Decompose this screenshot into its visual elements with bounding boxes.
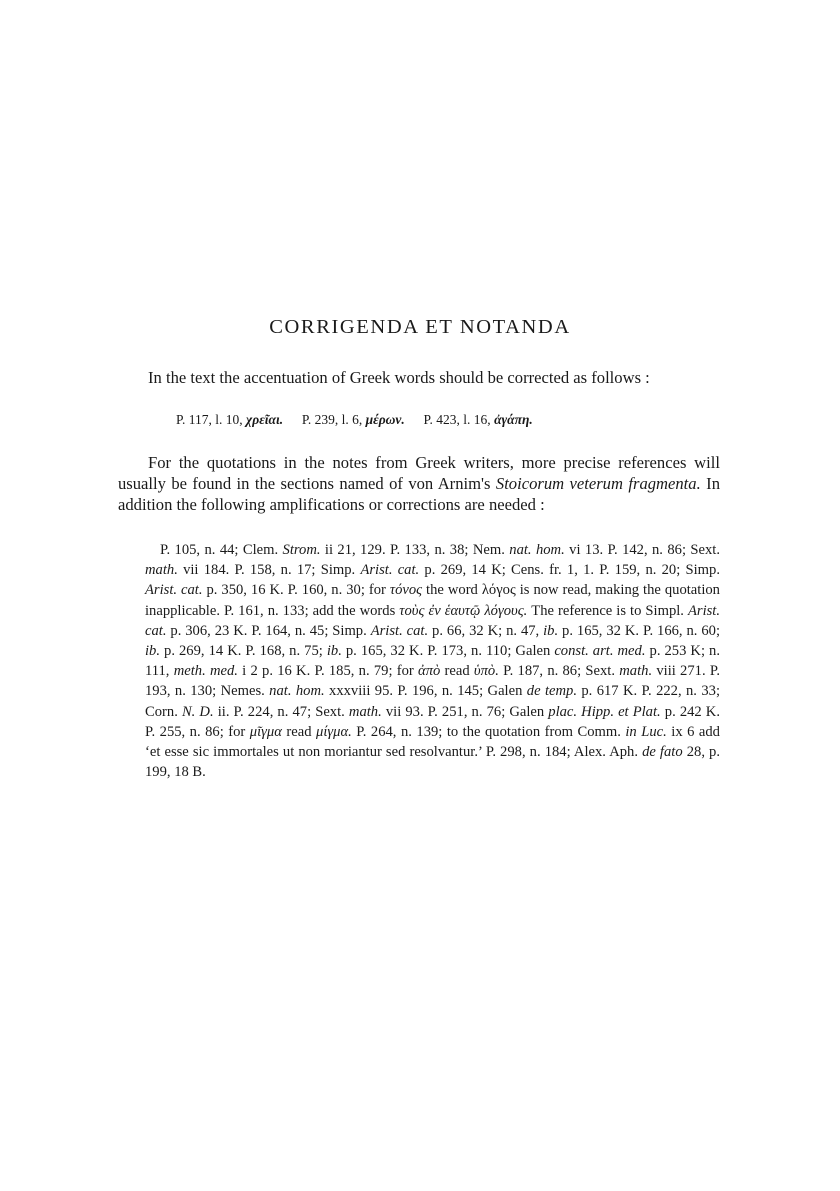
- note-segment: read: [281, 723, 317, 740]
- note-italic-segment: meth. med.: [173, 663, 238, 680]
- note-segment: 28, p. 199, 18 B.: [145, 744, 720, 781]
- note-italic-segment: μίγμα.: [316, 723, 352, 740]
- note-segment: p. 165, 32 K. P. 173, n. 110; Galen: [341, 643, 555, 660]
- note-italic-segment: ib.: [326, 643, 342, 660]
- note-italic-segment: μῖγμα: [249, 723, 282, 740]
- note-italic-segment: ib.: [145, 643, 160, 660]
- note-italic-segment: de fato: [642, 744, 683, 761]
- note-segment: p. 66, 32 K; n. 47,: [428, 622, 544, 639]
- note-italic-segment: plac. Hipp. et Plat.: [548, 703, 661, 720]
- accentuation-intro: [118, 367, 720, 388]
- note-segment: ix 6 add ‘et esse sic immortales ut non moriantur sed resolvantur.’ P. 298, n. 184; Alex. Aph.: [145, 723, 720, 761]
- note-italic-segment: τοὺς ἐν ἑαυτῷ λόγους.: [399, 602, 528, 619]
- note-italic-segment: math.: [145, 562, 178, 579]
- note-segment: p. 269, 14 K; Cens. fr. 1, 1. P. 159, n. 20; Simp.: [419, 562, 720, 579]
- note-italic-segment: math.: [348, 703, 382, 720]
- note-segment: ii. P. 224, n. 47; Sext.: [213, 703, 349, 720]
- quotations-intro: [118, 452, 720, 515]
- note-segment: ii 21, 129. P. 133, n. 38; Nem.: [320, 542, 510, 558]
- correction-ref: P. 239, l. 6,: [301, 412, 363, 427]
- note-italic-segment: ἀπὸ: [418, 663, 441, 680]
- note-segment: viii 271. P. 193, n. 130; Nemes.: [145, 663, 720, 700]
- note-italic-segment: math.: [619, 663, 653, 680]
- quotations-intro-b: In addition the following amplifications or corrections are needed :: [118, 474, 720, 514]
- note-italic-segment: nat. hom.: [269, 683, 325, 700]
- note-segment: read: [440, 663, 474, 680]
- note-italic-segment: Arist. cat.: [145, 602, 720, 639]
- note-italic-segment: ὑπὸ.: [473, 663, 499, 680]
- page-title: CORRIGENDA ET NOTANDA: [269, 316, 571, 338]
- note-segment: λόγος: [481, 582, 516, 599]
- note-segment: p. 350, 16 K. P. 160, n. 30; for: [202, 582, 390, 599]
- note-segment: i 2 p. 16 K. P. 185, n. 79; for: [237, 663, 419, 680]
- correction-word: μέρων.: [365, 412, 405, 427]
- quotations-intro-a: For the quotations in the notes from Greek writers, more precise references will usually be found in the sections named of von Arnim's: [118, 453, 720, 493]
- note-segment: the word: [422, 582, 482, 599]
- note-segment: p. 617 K. P. 222, n. 33; Corn.: [145, 683, 720, 720]
- note-segment: P. 105, n. 44; Clem.: [160, 542, 283, 558]
- note-italic-segment: in Luc.: [625, 723, 667, 740]
- note-segment: xxxviii 95. P. 196, n. 145; Galen: [324, 683, 527, 700]
- note-italic-segment: τόνος: [389, 582, 423, 599]
- correction-ref: P. 117, l. 10,: [176, 412, 243, 427]
- note-segment: vii 93. P. 251, n. 76; Galen: [381, 703, 549, 720]
- correction-ref: P. 423, l. 16,: [423, 412, 491, 427]
- accentuation-intro-text: In the text the accentuation of Greek words should be corrected as follows :: [148, 368, 650, 387]
- note-italic-segment: const. art. med.: [554, 643, 646, 660]
- note-italic-segment: Arist. cat.: [145, 582, 203, 599]
- note-segment: p. 253 K; n. 111,: [145, 643, 720, 680]
- book-title: Stoicorum veterum fragmenta.: [495, 474, 701, 493]
- note-segment: p. 165, 32 K. P. 166, n. 60;: [558, 622, 721, 639]
- note-segment: P. 264, n. 139; to the quotation from Comm.: [351, 723, 626, 740]
- note-italic-segment: N. D.: [181, 703, 214, 720]
- note-italic-segment: Arist. cat.: [370, 622, 429, 639]
- note-segment: p. 269, 14 K. P. 168, n. 75;: [160, 643, 327, 660]
- note-italic-segment: ib.: [543, 622, 559, 639]
- note-segment: p. 242 K. P. 255, n. 86; for: [145, 703, 720, 740]
- note-segment: is now read, making the quotation inapplicable. P. 161, n. 133; add the words: [145, 582, 720, 619]
- accent-corrections: [176, 412, 736, 428]
- note-italic-segment: nat. hom.: [509, 542, 565, 558]
- note-segment: vi 13. P. 142, n. 86; Sext.: [564, 542, 720, 558]
- notes-list: [145, 540, 720, 782]
- note-italic-segment: Arist. cat.: [360, 562, 420, 579]
- note-segment: The reference is to Simpl.: [527, 602, 688, 619]
- correction-word: ἀγάπη.: [494, 412, 533, 427]
- correction-word: χρεῖαι.: [246, 412, 284, 427]
- note-segment: vii 184. P. 158, n. 17; Simp.: [177, 562, 361, 579]
- note-segment: p. 306, 23 K. P. 164, n. 45; Simp.: [166, 622, 371, 639]
- note-segment: P. 187, n. 86; Sext.: [498, 663, 620, 680]
- note-italic-segment: de temp.: [526, 683, 577, 700]
- note-italic-segment: Strom.: [282, 542, 321, 558]
